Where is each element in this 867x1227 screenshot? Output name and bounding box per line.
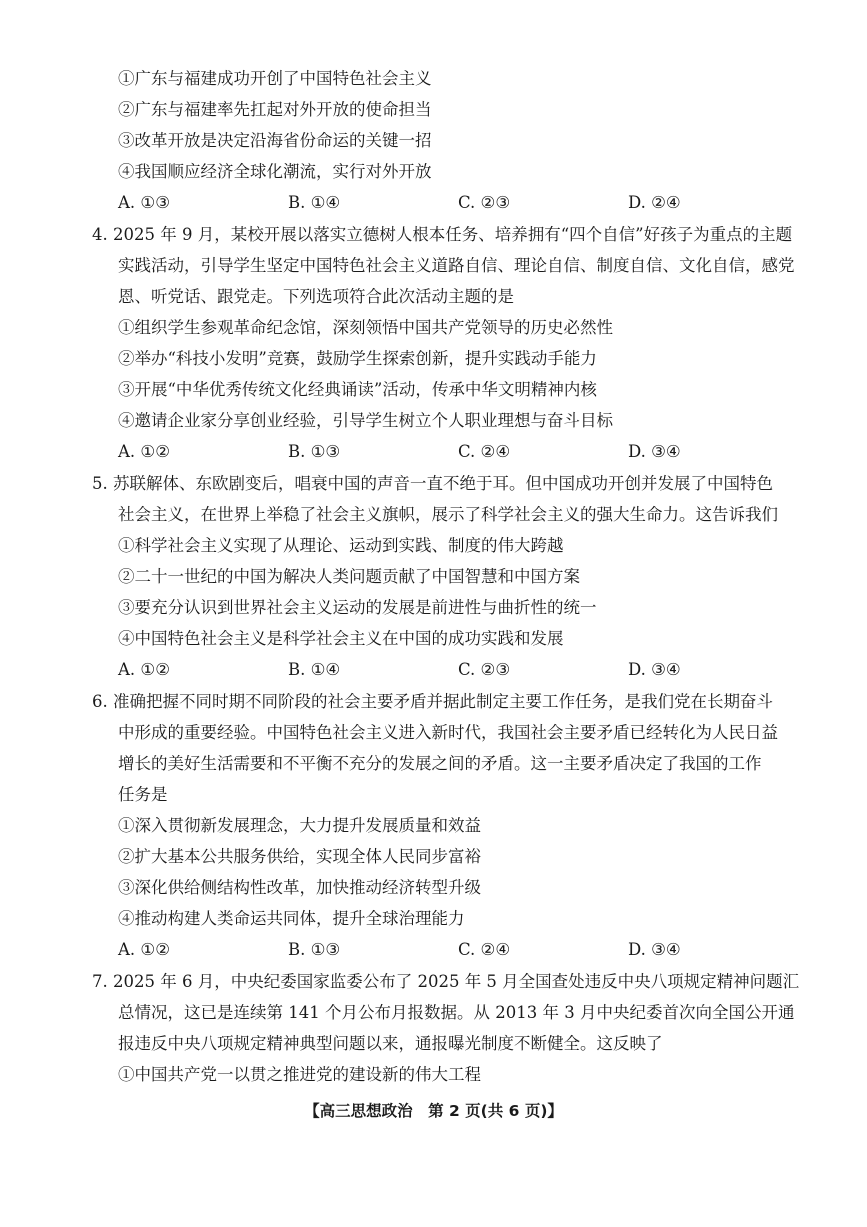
q6-stem-line-2: 中形成的重要经验。中国特色社会主义进入新时代，我国社会主要矛盾已经转化为人民日益 — [118, 723, 778, 742]
q4-stem-line-3: 恩、听党话、跟党走。下列选项符合此次活动主题的是 — [118, 287, 514, 306]
q6-choice-a: A. ①② — [118, 940, 170, 959]
q3-option-1: ①广东与福建成功开创了中国特色社会主义 — [118, 69, 432, 88]
q7-stem-line-2: 总情况，这已是连续第 141 个月公布月报数据。从 2013 年 3 月中央纪委首次向全国公开通 — [118, 1003, 795, 1022]
q5-choice-c: C. ②③ — [458, 660, 511, 679]
q4-choice-d: D. ③④ — [628, 442, 681, 461]
page-footer: 【高三思想政治 第 2 页(共 6 页)】 — [304, 1102, 563, 1120]
q6-choice-d: D. ③④ — [628, 940, 681, 959]
q6-choices — [118, 939, 798, 961]
q4-choice-c: C. ②④ — [458, 442, 511, 461]
q4-stem-line-1: 4. 2025 年 9 月，某校开展以落实立德树人根本任务、培养拥有“四个自信”好孩子为重点的主题 — [92, 225, 793, 244]
q4-choices — [118, 441, 798, 463]
q4-option-4: ④邀请企业家分享创业经验，引导学生树立个人职业理想与奋斗目标 — [118, 411, 613, 430]
q5-stem-line-1: 5. 苏联解体、东欧剧变后，唱衰中国的声音一直不绝于耳。但中国成功开创并发展了中国特色 — [92, 474, 773, 493]
q6-option-2: ②扩大基本公共服务供给，实现全体人民同步富裕 — [118, 847, 481, 866]
q3-choices — [118, 192, 798, 214]
q4-option-3: ③开展“中华优秀传统文化经典诵读”活动，传承中华文明精神内核 — [118, 380, 597, 399]
q5-choices — [118, 659, 798, 681]
q3-choice-d: D. ②④ — [628, 193, 681, 212]
q3-choice-b: B. ①④ — [288, 193, 341, 212]
q6-stem-line-3: 增长的美好生活需要和不平衡不充分的发展之间的矛盾。这一主要矛盾决定了我国的工作 — [118, 754, 762, 773]
q7-stem-line-3: 报违反中央八项规定精神典型问题以来，通报曝光制度不断健全。这反映了 — [118, 1034, 663, 1053]
q5-choice-a: A. ①② — [118, 660, 170, 679]
q5-option-1: ①科学社会主义实现了从理论、运动到实践、制度的伟大跨越 — [118, 536, 564, 555]
q5-stem-line-2: 社会主义，在世界上举稳了社会主义旗帜，展示了科学社会主义的强大生命力。这告诉我们 — [118, 505, 778, 524]
q7-stem-line-1: 7. 2025 年 6 月，中央纪委国家监委公布了 2025 年 5 月全国查处违反中央八项规定精神问题汇 — [92, 972, 800, 991]
q6-option-3: ③深化供给侧结构性改革，加快推动经济转型升级 — [118, 878, 481, 897]
q5-choice-d: D. ③④ — [628, 660, 681, 679]
q3-choice-a: A. ①③ — [118, 193, 170, 212]
q4-choice-b: B. ①③ — [288, 442, 341, 461]
q5-choice-b: B. ①④ — [288, 660, 341, 679]
q4-option-1: ①组织学生参观革命纪念馆，深刻领悟中国共产党领导的历史必然性 — [118, 318, 613, 337]
q6-stem-line-1: 6. 准确把握不同时期不同阶段的社会主要矛盾并据此制定主要工作任务，是我们党在长期奋斗 — [92, 692, 773, 711]
q6-stem-line-4: 任务是 — [118, 785, 168, 804]
q4-choice-a: A. ①② — [118, 442, 170, 461]
q5-option-4: ④中国特色社会主义是科学社会主义在中国的成功实践和发展 — [118, 629, 564, 648]
q3-option-3: ③改革开放是决定沿海省份命运的关键一招 — [118, 131, 432, 150]
q4-option-2: ②举办“科技小发明”竞赛，鼓励学生探索创新，提升实践动手能力 — [118, 349, 597, 368]
q6-choice-c: C. ②④ — [458, 940, 511, 959]
q7-option-1: ①中国共产党一以贯之推进党的建设新的伟大工程 — [118, 1065, 481, 1084]
q5-option-2: ②二十一世纪的中国为解决人类问题贡献了中国智慧和中国方案 — [118, 567, 580, 586]
q3-option-4: ④我国顺应经济全球化潮流，实行对外开放 — [118, 162, 432, 181]
q3-choice-c: C. ②③ — [458, 193, 511, 212]
q6-option-1: ①深入贯彻新发展理念，大力提升发展质量和效益 — [118, 816, 481, 835]
q5-option-3: ③要充分认识到世界社会主义运动的发展是前进性与曲折性的统一 — [118, 598, 597, 617]
q3-option-2: ②广东与福建率先扛起对外开放的使命担当 — [118, 100, 432, 119]
q6-choice-b: B. ①③ — [288, 940, 341, 959]
q6-option-4: ④推动构建人类命运共同体，提升全球治理能力 — [118, 909, 465, 928]
q4-stem-line-2: 实践活动，引导学生坚定中国特色社会主义道路自信、理论自信、制度自信、文化自信，感党 — [118, 256, 795, 275]
